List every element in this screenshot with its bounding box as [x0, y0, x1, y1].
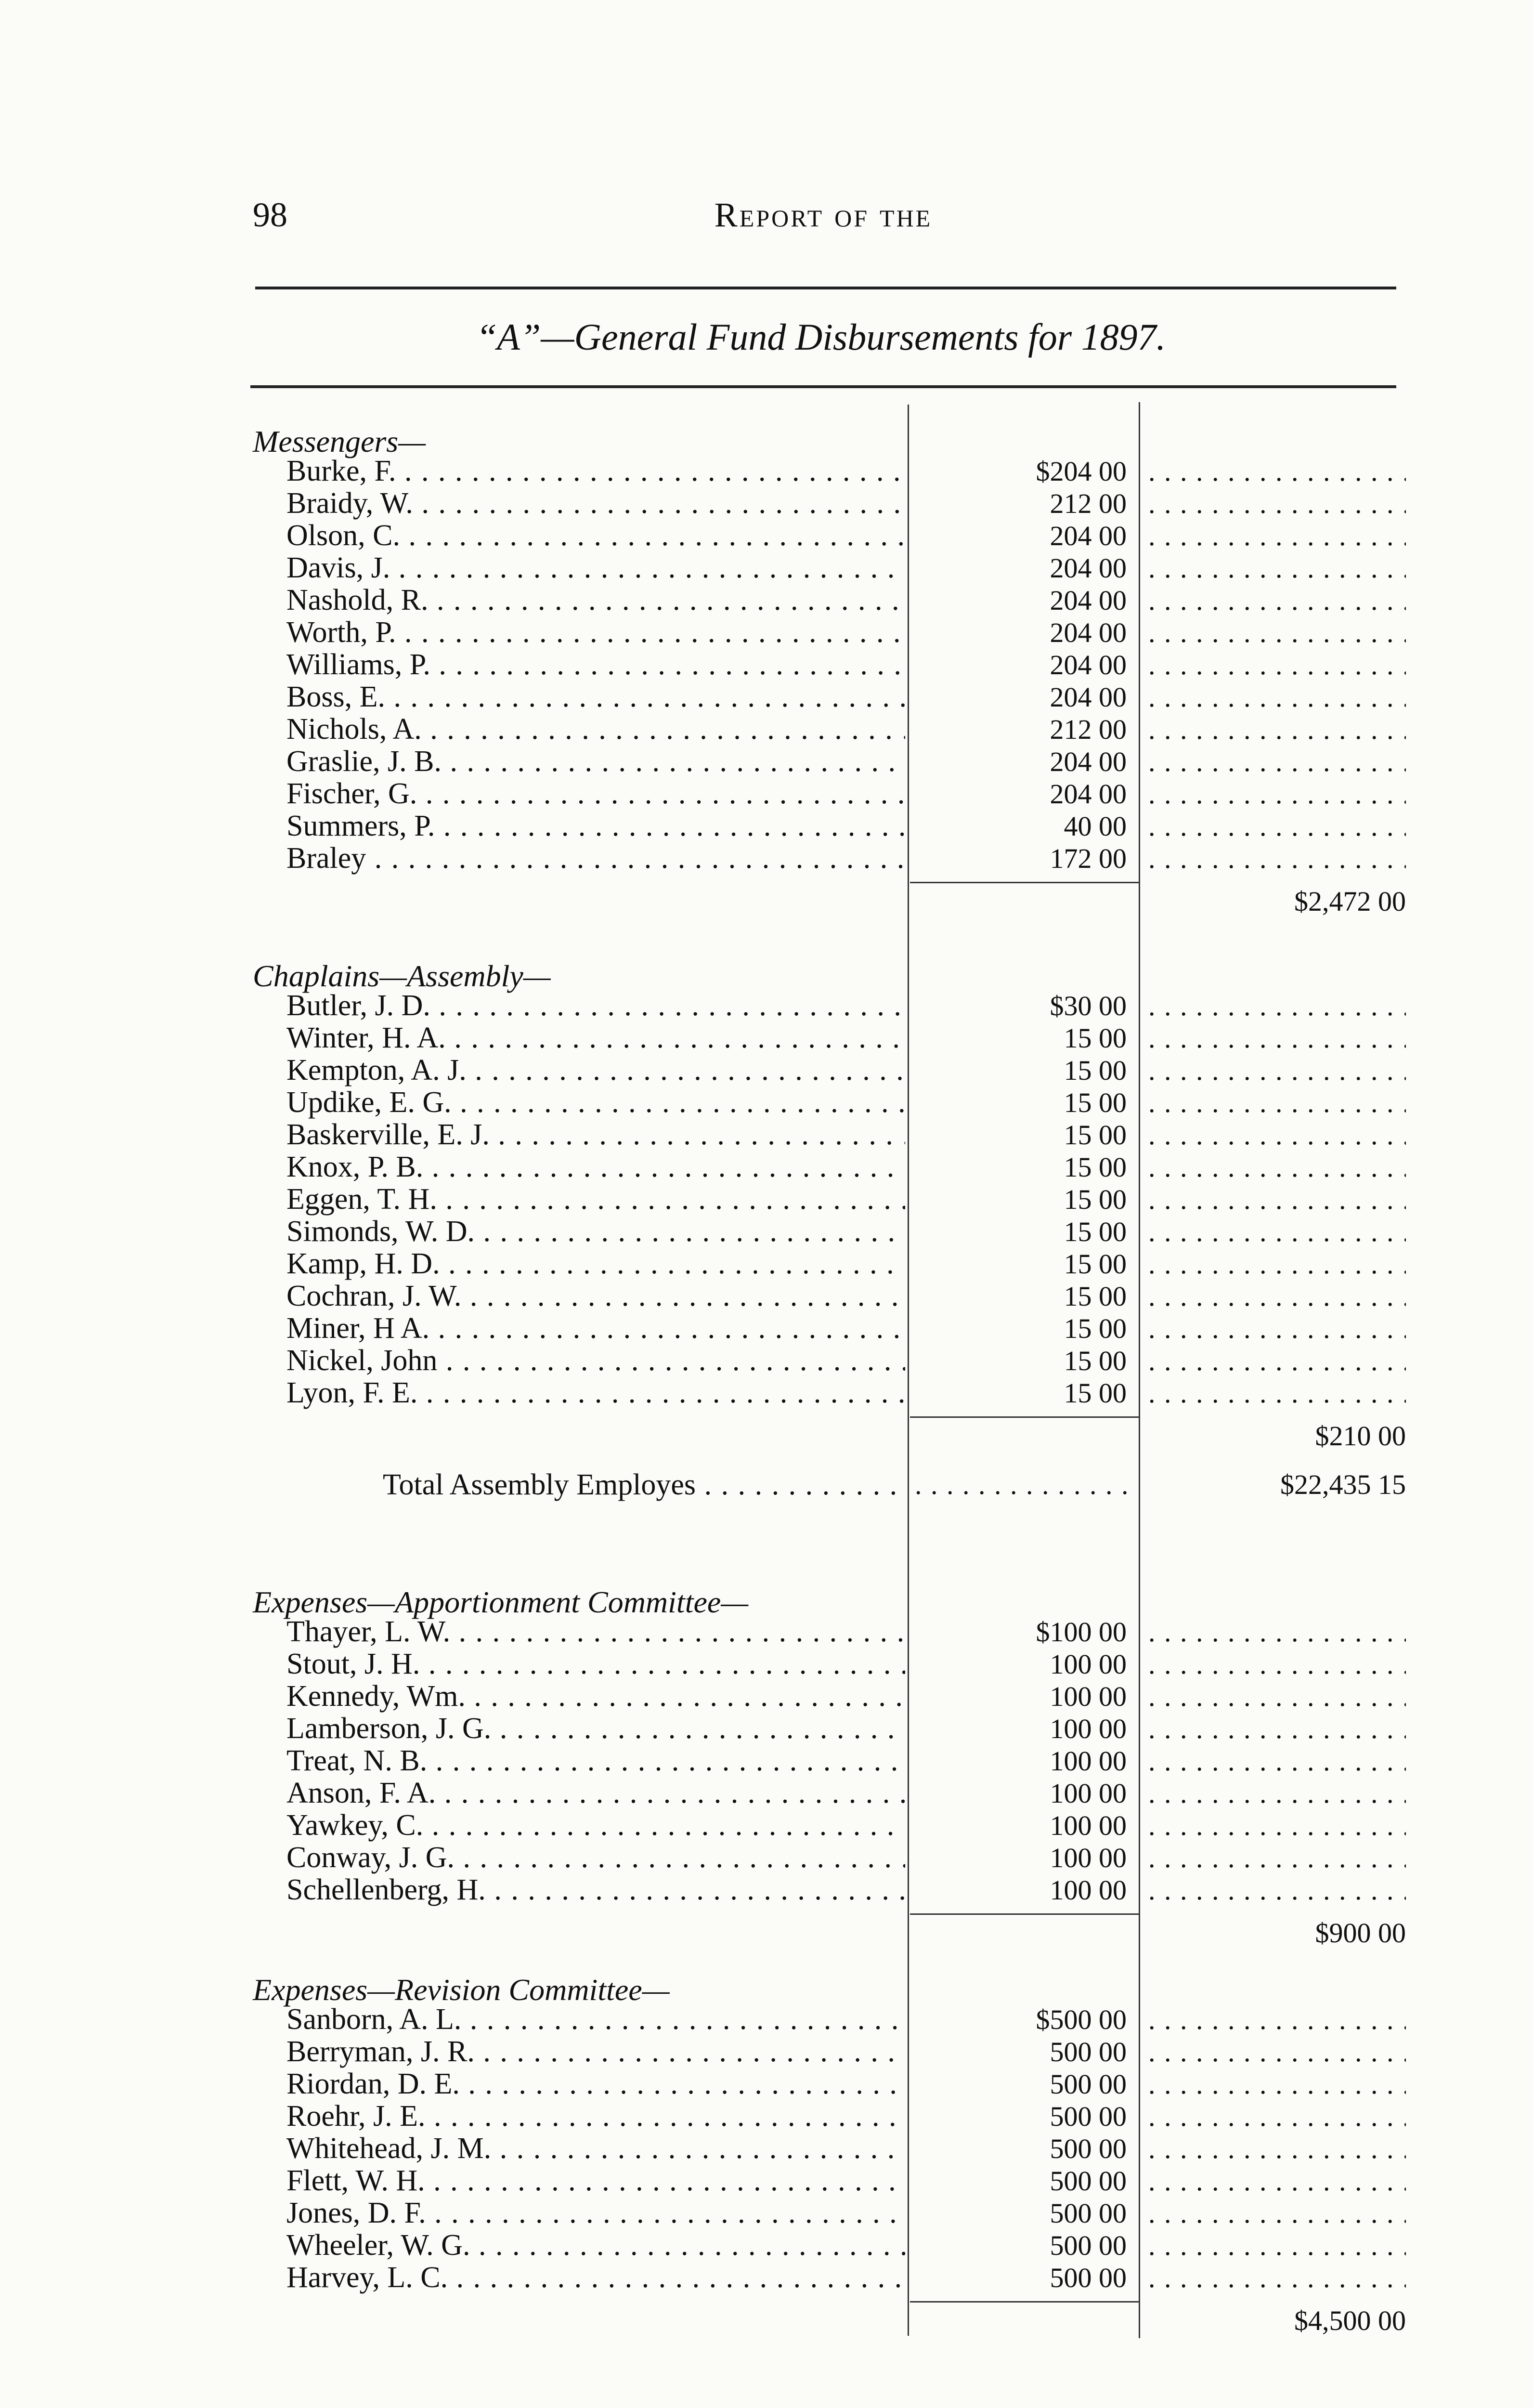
dot-leader [1148, 1680, 1406, 1713]
payee-name: Kempton, A. J. . . . [286, 1054, 905, 1086]
payment-amount: 15 00 [1064, 1313, 1127, 1344]
subtotal-rule [910, 1416, 1139, 1418]
payee-name: Flett, W. H. . . . [286, 2165, 905, 2197]
payee-name: Berryman, J. R. . . . [286, 2036, 905, 2068]
dot-leader [1148, 1648, 1406, 1680]
dot-leader [1148, 616, 1406, 649]
table-row [0, 746, 1533, 778]
table-row [0, 1874, 1533, 1906]
payee-name: Thayer, L. W. . . . [286, 1616, 905, 1648]
payee-name: Eggen, T. H. . . . [286, 1183, 905, 1216]
dot-leader [1148, 1022, 1406, 1054]
payment-amount: 15 00 [1064, 1345, 1127, 1376]
table-row [0, 552, 1533, 584]
payment-amount: 100 00 [1050, 1810, 1127, 1841]
table-row [0, 1616, 1533, 1648]
table-row [0, 1842, 1533, 1874]
payment-amount: 100 00 [1050, 1713, 1127, 1744]
table-row [0, 1086, 1533, 1119]
dot-leader [1148, 2262, 1406, 2294]
table-row [0, 681, 1533, 713]
dot-leader [1148, 746, 1406, 778]
dot-leader [1148, 2003, 1406, 2036]
payee-name: Olson, C. . . . [286, 520, 905, 552]
table-row [0, 2100, 1533, 2133]
dot-leader [1148, 1119, 1406, 1151]
table-row [0, 2133, 1533, 2165]
dot-leader [1148, 810, 1406, 842]
payment-amount: 500 00 [1050, 2036, 1127, 2068]
payee-name: Nickel, John . . . [286, 1345, 905, 1377]
payment-amount: 100 00 [1050, 1745, 1127, 1777]
payment-amount: 204 00 [1050, 778, 1127, 810]
dot-leader [1148, 1377, 1406, 1409]
payee-name: Harvey, L. C. . . . [286, 2262, 905, 2294]
payment-amount: 15 00 [1064, 1377, 1127, 1409]
table-row [0, 1183, 1533, 1216]
dot-leader [1148, 1842, 1406, 1874]
dot-leader [1148, 2100, 1406, 2133]
payee-name: Graslie, J. B. . . . [286, 746, 905, 778]
table-row [0, 1648, 1533, 1680]
section-subtotal: $210 00 [1315, 1420, 1406, 1452]
dot-leader [1148, 842, 1406, 875]
dot-leader [1148, 1054, 1406, 1086]
table-row [0, 1216, 1533, 1248]
table-row [0, 1022, 1533, 1054]
payment-amount: 15 00 [1064, 1281, 1127, 1312]
dot-leader [1148, 713, 1406, 746]
table-row [0, 2229, 1533, 2262]
title-rule [250, 385, 1396, 388]
payee-name: Jones, D. F. . . . [286, 2197, 905, 2229]
payment-amount: 100 00 [1050, 1874, 1127, 1906]
table-row [0, 455, 1533, 487]
payee-name: Miner, H A. . . . [286, 1312, 905, 1345]
payee-name: Burke, F. . . . [286, 455, 905, 487]
dot-leader [1148, 552, 1406, 584]
payee-name: Worth, P. . . . [286, 616, 905, 649]
payment-amount: 500 00 [1050, 2101, 1127, 2132]
total-leader [915, 1468, 1127, 1502]
table-row [0, 1248, 1533, 1280]
payment-amount: 212 00 [1050, 714, 1127, 745]
total-value: $22,435 15 [1280, 1469, 1406, 1500]
table-row [0, 584, 1533, 616]
payment-amount: 40 00 [1064, 811, 1127, 842]
payee-name: Stout, J. H. . . . [286, 1648, 905, 1680]
dot-leader [1148, 1616, 1406, 1648]
table-row [0, 778, 1533, 810]
payee-name: Butler, J. D. . . . [286, 990, 905, 1022]
dot-leader [1148, 2165, 1406, 2197]
payee-name: Lyon, F. E. . . . [286, 1377, 905, 1409]
payee-name: Knox, P. B. . . . [286, 1151, 905, 1183]
table-row [0, 2068, 1533, 2100]
payee-name: Boss, E. . . . [286, 681, 905, 713]
payment-amount: 100 00 [1050, 1681, 1127, 1712]
dot-leader [1148, 1874, 1406, 1906]
table-row [0, 1809, 1533, 1842]
payee-name: Nichols, A. . . . [286, 713, 905, 746]
dot-leader [1148, 990, 1406, 1022]
payment-amount: $500 00 [1036, 2004, 1127, 2035]
section-title: Messengers— [253, 424, 426, 458]
page-number: 98 [253, 196, 287, 234]
payment-amount: 212 00 [1050, 488, 1127, 519]
payee-name: Nashold, R. . . . [286, 584, 905, 616]
payee-name: Summers, P. . . . [286, 810, 905, 842]
payee-name: Sanborn, A. L. . . . [286, 2003, 905, 2036]
dot-leader [1148, 1312, 1406, 1345]
payee-name: Riordan, D. E. . . . [286, 2068, 905, 2100]
section-subtotal: $2,472 00 [1294, 886, 1406, 917]
table-row [0, 2197, 1533, 2229]
dot-leader [1148, 649, 1406, 681]
section-title: Expenses—Revision Committee— [253, 1973, 670, 2007]
table-row [0, 2165, 1533, 2197]
subtotal-rule [910, 2301, 1139, 2303]
table-row [0, 616, 1533, 649]
table-row [0, 1713, 1533, 1745]
dot-leader [1148, 2229, 1406, 2262]
table-row [0, 1054, 1533, 1086]
table-row [0, 649, 1533, 681]
payment-amount: 172 00 [1050, 843, 1127, 874]
dot-leader [1148, 2036, 1406, 2068]
table-row [0, 842, 1533, 875]
dot-leader [1148, 1777, 1406, 1809]
payee-name: Anson, F. A. . . . [286, 1777, 905, 1809]
table-row [0, 1280, 1533, 1312]
dot-leader [1148, 520, 1406, 552]
dot-leader [1148, 455, 1406, 487]
payment-amount: 500 00 [1050, 2262, 1127, 2293]
payee-name: Williams, P. . . . [286, 649, 905, 681]
payment-amount: 204 00 [1050, 585, 1127, 616]
dot-leader [1148, 1151, 1406, 1183]
payment-amount: 15 00 [1064, 1152, 1127, 1183]
table-row [0, 2262, 1533, 2294]
table-row [0, 1345, 1533, 1377]
section-subtotal: $4,500 00 [1294, 2305, 1406, 2336]
table-row [0, 713, 1533, 746]
payment-amount: 500 00 [1050, 2198, 1127, 2229]
running-head: Report of the [714, 196, 933, 234]
payment-amount: $204 00 [1036, 456, 1127, 487]
dot-leader [1148, 584, 1406, 616]
payee-name: Kennedy, Wm. . . . [286, 1680, 905, 1713]
payee-name: Roehr, J. E. . . . [286, 2100, 905, 2133]
payee-name: Conway, J. G. . . . [286, 1842, 905, 1874]
table-row [0, 2003, 1533, 2036]
payee-name: Winter, H. A. . . . [286, 1022, 905, 1054]
payee-name: Braley . . . [286, 842, 905, 875]
payment-amount: 100 00 [1050, 1842, 1127, 1873]
table-row [0, 1777, 1533, 1809]
dot-leader [1148, 681, 1406, 713]
payee-name: Fischer, G. . . . [286, 778, 905, 810]
section-title: Expenses—Apportionment Committee— [253, 1585, 749, 1619]
table-row [0, 1377, 1533, 1409]
table-row [0, 2036, 1533, 2068]
payment-amount: 15 00 [1064, 1055, 1127, 1086]
payment-amount: 500 00 [1050, 2230, 1127, 2261]
payee-name: Lamberson, J. G. . . . [286, 1713, 905, 1745]
table-row [0, 1745, 1533, 1777]
header-rule [255, 287, 1396, 289]
payment-amount: 204 00 [1050, 649, 1127, 681]
table-title: “A”—General Fund Disbursements for 1897. [476, 316, 1166, 358]
dot-leader [1148, 1809, 1406, 1842]
payment-amount: 204 00 [1050, 681, 1127, 713]
table-row [0, 1680, 1533, 1713]
table-row [0, 1119, 1533, 1151]
total-label: Total Assembly Employes . . . [383, 1468, 905, 1502]
subtotal-rule [910, 1913, 1139, 1915]
payment-amount: 100 00 [1050, 1778, 1127, 1809]
payee-name: Yawkey, C. . . . [286, 1809, 905, 1842]
section-title: Chaplains—Assembly— [253, 959, 551, 993]
payee-name: Baskerville, E. J. . . . [286, 1119, 905, 1151]
payee-name: Whitehead, J. M. . . . [286, 2133, 905, 2165]
dot-leader [1148, 778, 1406, 810]
payee-name: Davis, J. . . . [286, 552, 905, 584]
payment-amount: 15 00 [1064, 1022, 1127, 1054]
payee-name: Schellenberg, H. . . . [286, 1874, 905, 1906]
dot-leader [1148, 1248, 1406, 1280]
payee-name: Updike, E. G. . . . [286, 1086, 905, 1119]
table-row [0, 487, 1533, 520]
payment-amount: 15 00 [1064, 1248, 1127, 1280]
section-subtotal: $900 00 [1315, 1917, 1406, 1949]
page-header [253, 190, 1394, 243]
dot-leader [1148, 2068, 1406, 2100]
payee-name: Simonds, W. D. . . . [286, 1216, 905, 1248]
payment-amount: 15 00 [1064, 1184, 1127, 1215]
payee-name: Kamp, H. D. . . . [286, 1248, 905, 1280]
payment-amount: 500 00 [1050, 2133, 1127, 2164]
table-row [0, 810, 1533, 842]
table-row [0, 520, 1533, 552]
dot-leader [1148, 2197, 1406, 2229]
dot-leader [1148, 1280, 1406, 1312]
payment-amount: 204 00 [1050, 520, 1127, 551]
payment-amount: 15 00 [1064, 1119, 1127, 1151]
payment-amount: 500 00 [1050, 2165, 1127, 2197]
dot-leader [1148, 1345, 1406, 1377]
payment-amount: 15 00 [1064, 1087, 1127, 1118]
payee-name: Braidy, W. . . . [286, 487, 905, 520]
dot-leader [1148, 1745, 1406, 1777]
subtotal-rule [910, 882, 1139, 883]
table-row [0, 990, 1533, 1022]
table-row [0, 1151, 1533, 1183]
payment-amount: 15 00 [1064, 1216, 1127, 1247]
dot-leader [1148, 1183, 1406, 1216]
payment-amount: 204 00 [1050, 746, 1127, 777]
payee-name: Cochran, J. W. . . . [286, 1280, 905, 1312]
dot-leader [1148, 1216, 1406, 1248]
payment-amount: $30 00 [1050, 990, 1127, 1021]
payee-name: Treat, N. B. . . . [286, 1745, 905, 1777]
payment-amount: $100 00 [1036, 1616, 1127, 1648]
payment-amount: 100 00 [1050, 1649, 1127, 1680]
payment-amount: 204 00 [1050, 552, 1127, 584]
dot-leader [1148, 2133, 1406, 2165]
table-row [0, 1312, 1533, 1345]
payment-amount: 204 00 [1050, 617, 1127, 648]
dot-leader [1148, 1086, 1406, 1119]
payee-name: Wheeler, W. G. . . . [286, 2229, 905, 2262]
dot-leader [1148, 1713, 1406, 1745]
total-assembly-row [0, 1468, 1533, 1502]
dot-leader [1148, 487, 1406, 520]
payment-amount: 500 00 [1050, 2068, 1127, 2100]
